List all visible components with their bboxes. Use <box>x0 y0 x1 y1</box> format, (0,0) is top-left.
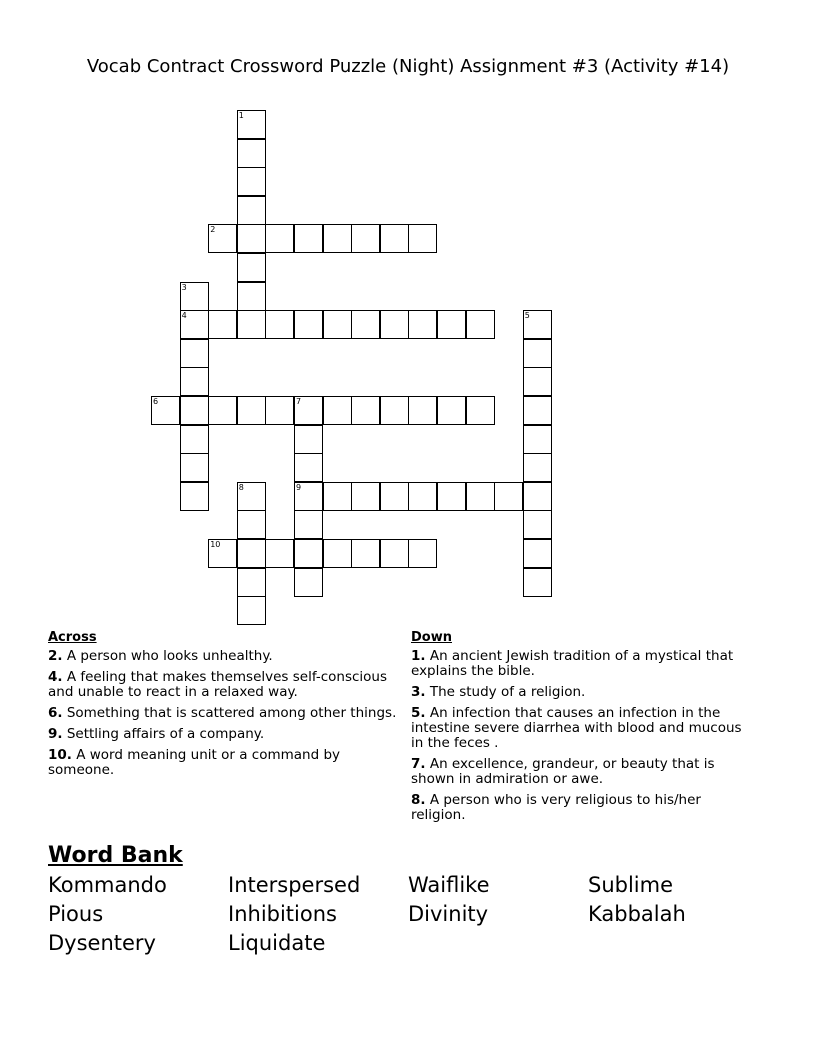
clue-number: 4 <box>181 311 187 321</box>
clue-across-6: 6. Something that is scattered among other things. <box>48 705 397 721</box>
crossword-cell[interactable] <box>294 539 323 568</box>
crossword-cell[interactable] <box>351 224 380 253</box>
crossword-cell[interactable] <box>237 596 266 625</box>
crossword-cell[interactable] <box>237 510 266 539</box>
word-bank-item: Waiflike <box>408 873 490 897</box>
clue-across-4: 4. A feeling that makes themselves self-conscious and unable to react in a relaxed way. <box>48 669 388 700</box>
down-heading: Down <box>411 630 452 645</box>
crossword-cell[interactable] <box>380 482 409 511</box>
crossword-cell[interactable] <box>437 482 466 511</box>
crossword-cell[interactable] <box>523 510 552 539</box>
crossword-cell[interactable] <box>294 568 323 597</box>
crossword-cell[interactable] <box>294 510 323 539</box>
crossword-cell[interactable] <box>408 396 437 425</box>
clue-down-8: 8. A person who is very religious to his/her religion. <box>411 792 701 823</box>
clue-across-10: 10. A word meaning unit or a command by someone. <box>48 747 341 778</box>
crossword-cell[interactable] <box>237 139 266 168</box>
clue-number: 9 <box>296 482 302 492</box>
word-bank-item: Pious <box>48 902 104 926</box>
crossword-cell[interactable] <box>237 310 266 339</box>
crossword-cell[interactable] <box>151 396 180 425</box>
crossword-cell[interactable] <box>294 396 323 425</box>
crossword-cell[interactable] <box>408 310 437 339</box>
down-clues <box>411 630 756 829</box>
word-bank-item: Liquidate <box>228 931 326 955</box>
word-bank-item: Kommando <box>48 873 167 897</box>
page-title: Vocab Contract Crossword Puzzle (Night) Assignment #3 (Activity #14) <box>86 56 730 77</box>
word-bank-title: Word Bank <box>48 843 183 868</box>
crossword-cell[interactable] <box>323 224 352 253</box>
across-clues <box>48 630 398 784</box>
clue-across-2: 2. A person who looks unhealthy. <box>48 648 273 664</box>
crossword-cell[interactable] <box>408 482 437 511</box>
crossword-cell[interactable] <box>180 453 209 482</box>
crossword-cell[interactable] <box>323 539 352 568</box>
crossword-cell[interactable] <box>408 224 437 253</box>
crossword-cell[interactable] <box>523 482 552 511</box>
word-bank-item: Sublime <box>588 873 674 897</box>
crossword-cell[interactable] <box>523 568 552 597</box>
crossword-cell[interactable] <box>237 253 266 282</box>
clue-down-1: 1. An ancient Jewish tradition of a mystical that explains the bible. <box>411 648 734 679</box>
clue-number: 6 <box>153 397 159 406</box>
clue-down-3: 3. The study of a religion. <box>411 684 586 700</box>
crossword-cell[interactable] <box>523 367 552 396</box>
crossword-cell[interactable] <box>208 224 237 253</box>
crossword-cell[interactable] <box>494 482 523 511</box>
clue-number: 10 <box>210 540 221 549</box>
clue-number: 5 <box>524 311 530 321</box>
crossword-cell[interactable] <box>237 482 266 511</box>
crossword-cell[interactable] <box>180 425 209 454</box>
crossword-cell[interactable] <box>180 339 209 368</box>
crossword-cell[interactable] <box>180 367 209 396</box>
crossword-cell[interactable] <box>323 396 352 425</box>
crossword-cell[interactable] <box>523 425 552 454</box>
crossword-cell[interactable] <box>237 196 266 225</box>
crossword-cell[interactable] <box>523 396 552 425</box>
crossword-cell[interactable] <box>523 339 552 368</box>
crossword-cell[interactable] <box>323 310 352 339</box>
crossword-cell[interactable] <box>523 453 552 482</box>
crossword-cell[interactable] <box>380 396 409 425</box>
word-bank <box>48 872 768 956</box>
crossword-cell[interactable] <box>351 482 380 511</box>
crossword-cell[interactable] <box>294 482 323 511</box>
crossword-cell[interactable] <box>180 482 209 511</box>
clue-down-5: 5. An infection that causes an infection in the intestine severe diarrhea with blood and mucous in the feces . <box>411 705 742 751</box>
word-bank-item: Inhibitions <box>228 902 337 926</box>
word-bank-item: Interspersed <box>228 873 361 897</box>
crossword-cell[interactable] <box>466 310 495 339</box>
clue-number: 1 <box>238 111 244 120</box>
crossword-cell[interactable] <box>180 396 209 425</box>
crossword-cell[interactable] <box>408 539 437 568</box>
crossword-cell[interactable] <box>523 310 552 339</box>
word-bank-item: Dysentery <box>48 931 156 955</box>
crossword-cell[interactable] <box>466 396 495 425</box>
crossword-cell[interactable] <box>265 310 294 339</box>
word-bank-item: Divinity <box>408 902 489 926</box>
clue-number: 3 <box>181 282 187 292</box>
crossword-cell[interactable] <box>265 224 294 253</box>
crossword-cell[interactable] <box>294 224 323 253</box>
crossword-cell[interactable] <box>323 482 352 511</box>
crossword-cell[interactable] <box>265 396 294 425</box>
crossword-cell[interactable] <box>237 110 266 139</box>
across-heading: Across <box>48 630 97 645</box>
crossword-cell[interactable] <box>466 482 495 511</box>
crossword-cell[interactable] <box>237 539 266 568</box>
crossword-cell[interactable] <box>351 396 380 425</box>
crossword-cell[interactable] <box>180 310 209 339</box>
crossword-cell[interactable] <box>237 282 266 311</box>
crossword-cell[interactable] <box>208 310 237 339</box>
clue-across-9: 9. Settling affairs of a company. <box>48 726 265 742</box>
word-bank-item: Kabbalah <box>588 902 686 926</box>
clue-down-7: 7. An excellence, grandeur, or beauty that is shown in admiration or awe. <box>411 756 715 787</box>
crossword-cell[interactable] <box>437 310 466 339</box>
crossword-cell[interactable] <box>265 539 294 568</box>
clue-number: 2 <box>210 225 216 235</box>
crossword-cell[interactable] <box>351 539 380 568</box>
crossword-cell[interactable] <box>294 310 323 339</box>
clue-number: 7 <box>296 397 302 406</box>
crossword-cell[interactable] <box>437 396 466 425</box>
crossword-cell[interactable] <box>380 539 409 568</box>
crossword-cell[interactable] <box>208 396 237 425</box>
crossword-cell[interactable] <box>180 282 209 311</box>
crossword-cell[interactable] <box>294 425 323 454</box>
crossword-cell[interactable] <box>380 310 409 339</box>
crossword-cell[interactable] <box>237 568 266 597</box>
crossword-cell[interactable] <box>523 539 552 568</box>
crossword-cell[interactable] <box>294 453 323 482</box>
crossword-cell[interactable] <box>380 224 409 253</box>
crossword-cell[interactable] <box>351 310 380 339</box>
crossword-cell[interactable] <box>237 167 266 196</box>
crossword-cell[interactable] <box>208 539 237 568</box>
crossword-cell[interactable] <box>237 396 266 425</box>
clue-number: 8 <box>238 482 244 492</box>
crossword-cell[interactable] <box>237 224 266 253</box>
